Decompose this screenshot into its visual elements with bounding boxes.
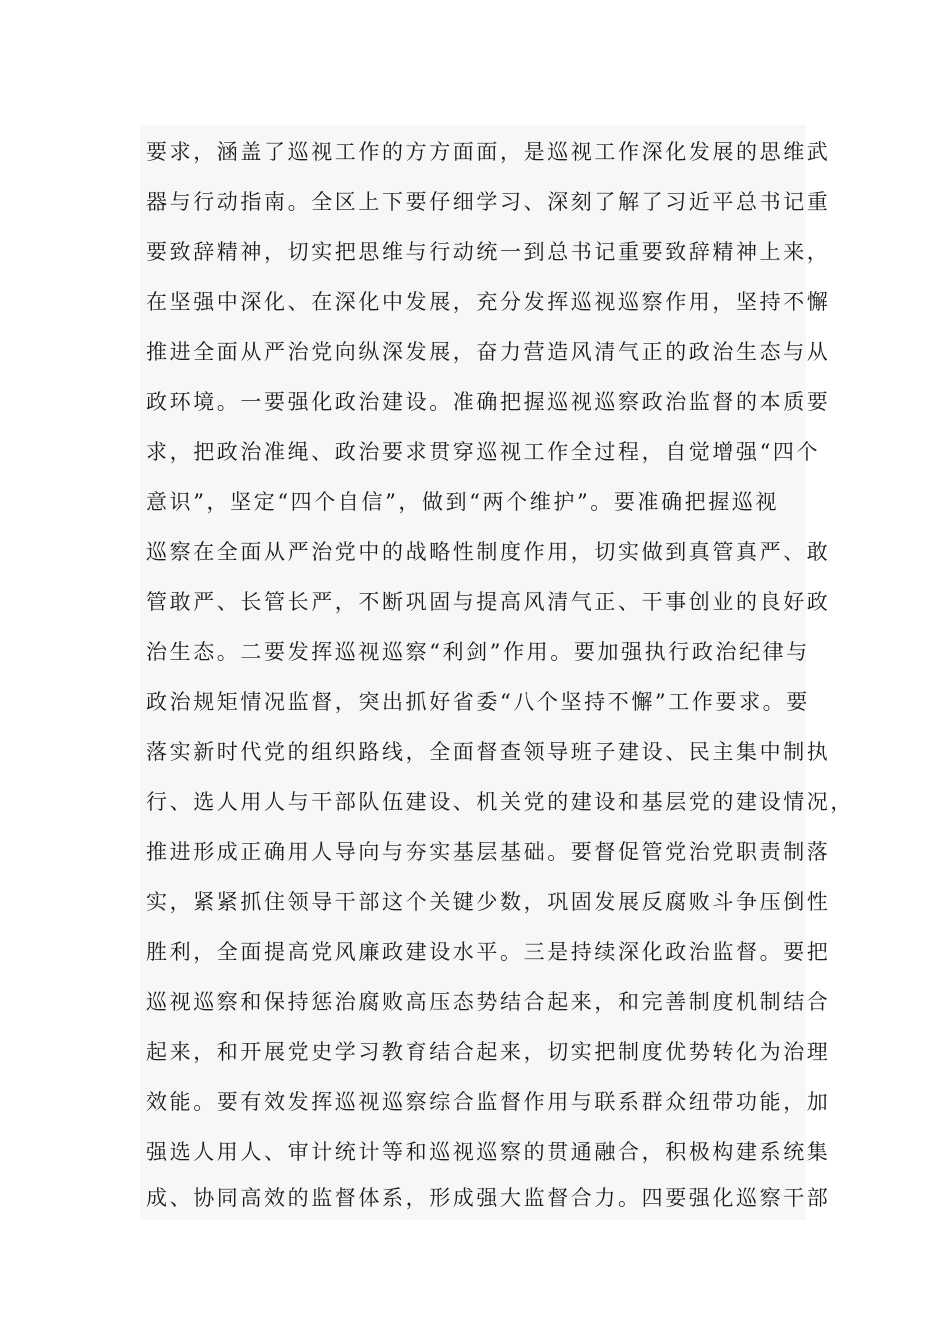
paragraph-line: 求，把政治准绳、政治要求贯穿巡视工作全过程，自觉增强“四个 xyxy=(146,440,821,464)
paragraph-line: 效能。要有效发挥巡视巡察综合监督作用与联系群众纽带功能，加 xyxy=(146,1090,831,1114)
paragraph-line: 推进形成正确用人导向与夯实基层基础。要督促管党治党职责制落 xyxy=(146,840,831,864)
paragraph-line: 胜利，全面提高党风廉政建设水平。三是持续深化政治监督。要把 xyxy=(146,940,831,964)
paragraph-line: 政治规矩情况监督，突出抓好省委“八个坚持不懈”工作要求。要 xyxy=(146,690,810,714)
paragraph-line: 巡视巡察和保持惩治腐败高压态势结合起来，和完善制度机制结合 xyxy=(146,990,831,1014)
paragraph-line: 治生态。二要发挥巡视巡察“利剑”作用。要加强执行政治纪律与 xyxy=(146,640,810,664)
paragraph-line: 意识”，坚定“四个自信”，做到“两个维护”。要准确把握巡视 xyxy=(146,490,780,514)
paragraph-line: 巡察在全面从严治党中的战略性制度作用，切实做到真管真严、敢 xyxy=(146,540,831,564)
paragraph-line: 管敢严、长管长严，不断巩固与提高风清气正、干事创业的良好政 xyxy=(146,590,831,614)
paragraph-line: 起来，和开展党史学习教育结合起来，切实把制度优势转化为治理 xyxy=(146,1040,831,1064)
paragraph-line: 成、协同高效的监督体系，形成强大监督合力。四要强化巡察干部 xyxy=(146,1186,831,1210)
paragraph-line: 器与行动指南。全区上下要仔细学习、深刻了解了习近平总书记重 xyxy=(146,190,831,214)
paragraph-line: 行、选人用人与干部队伍建设、机关党的建设和基层党的建设情况， xyxy=(146,790,854,814)
paragraph-line: 在坚强中深化、在深化中发展，充分发挥巡视巡察作用，坚持不懈 xyxy=(146,290,831,314)
paragraph-line: 落实新时代党的组织路线，全面督查领导班子建设、民主集中制执 xyxy=(146,740,831,764)
paragraph-line: 实，紧紧抓住领导干部这个关键少数，巩固发展反腐败斗争压倒性 xyxy=(146,890,831,914)
paragraph-line: 要求，涵盖了巡视工作的方方面面，是巡视工作深化发展的思维武 xyxy=(146,140,831,164)
paragraph-line: 政环境。一要强化政治建设。准确把握巡视巡察政治监督的本质要 xyxy=(146,390,831,414)
paragraph-line: 推进全面从严治党向纵深发展，奋力营造风清气正的政治生态与从 xyxy=(146,340,831,364)
paragraph-line: 要致辞精神，切实把思维与行动统一到总书记重要致辞精神上来， xyxy=(146,240,831,264)
paragraph-line: 强选人用人、审计统计等和巡视巡察的贯通融合，积极构建系统集 xyxy=(146,1140,831,1164)
